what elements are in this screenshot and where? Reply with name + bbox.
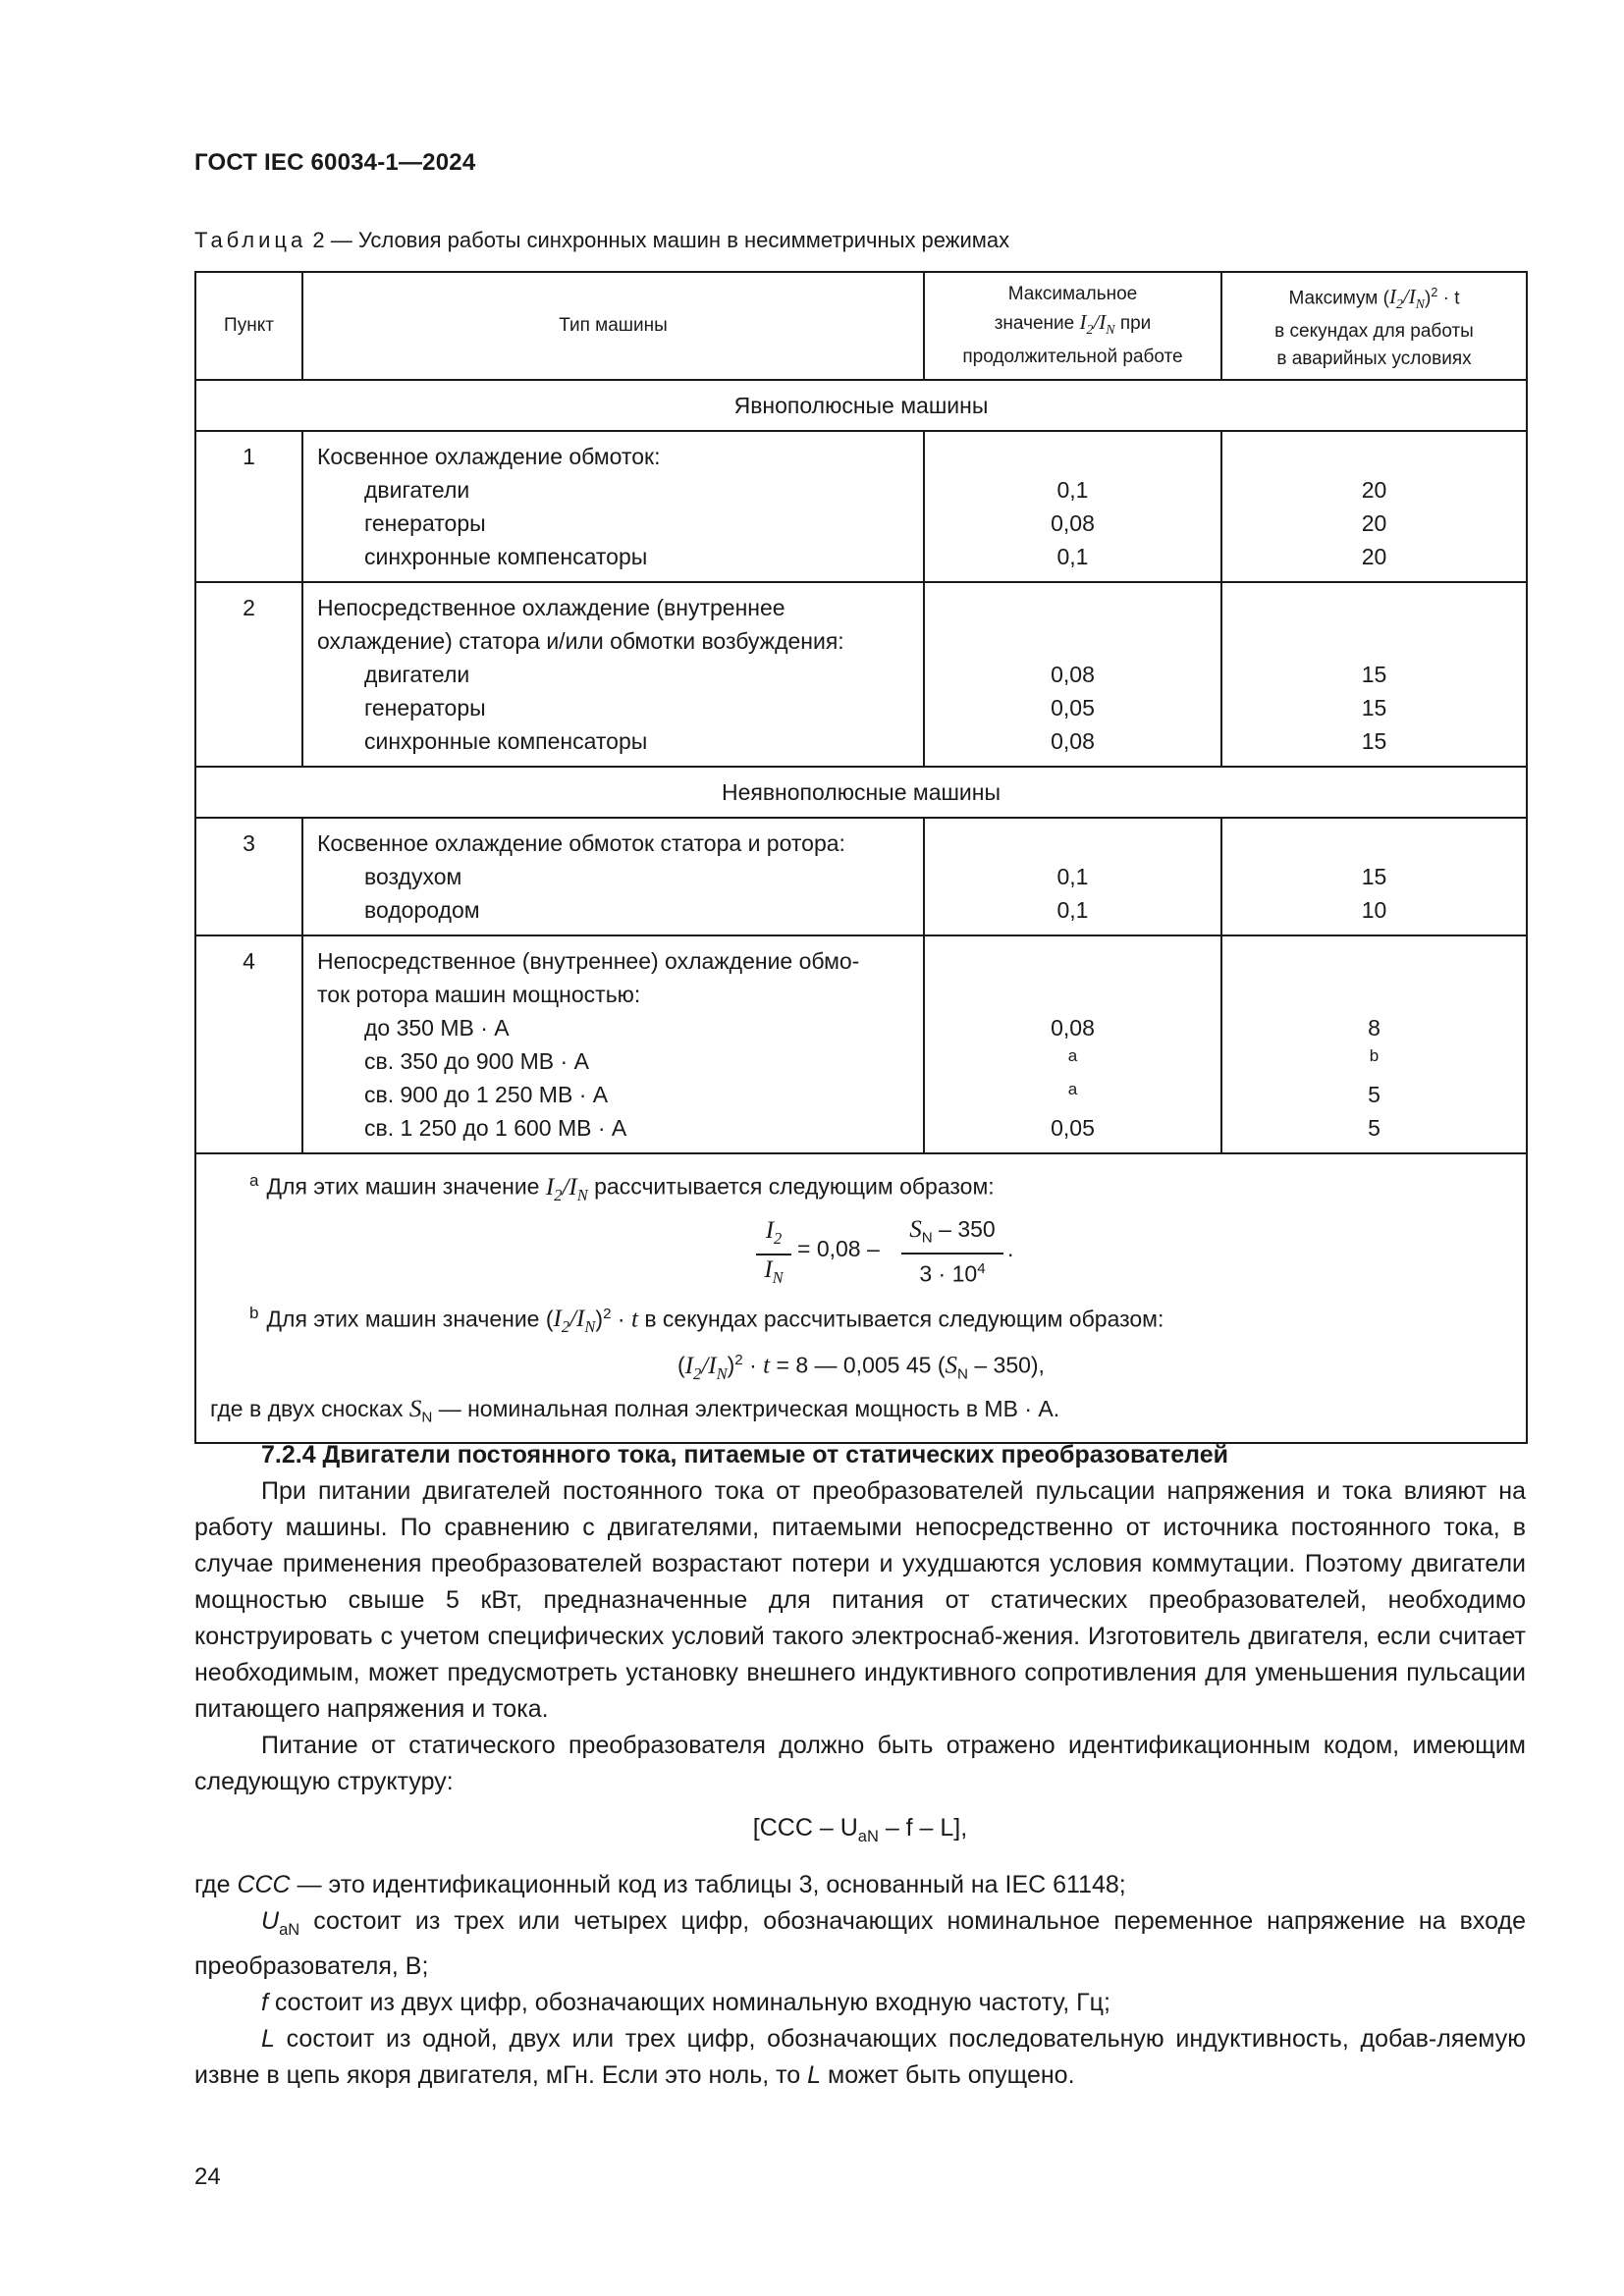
unbalanced-operation-table — [194, 271, 1528, 1444]
table-caption — [194, 228, 1009, 253]
row-time-values: 15 10 — [1221, 818, 1527, 935]
where-l: L состоит из одной, двух или трех цифр, обозначающих последовательную индуктивность, добав-ляемую извне в цепь якоря двигателя, мГн. Если это ноль, то L может быть опущено. — [194, 2025, 1526, 2089]
formula-a-eq: = 0,08 – — [797, 1235, 880, 1261]
section-row-salient — [195, 380, 1527, 431]
row-ratio-values: 0,1 0,08 0,1 — [924, 431, 1221, 582]
section-salient-label: Явнополюсные машины — [195, 380, 1527, 431]
section-nonsalient-label: Неявнополюсные машины — [195, 767, 1527, 818]
row-description: Косвенное охлаждение обмоток: двигатели генераторы синхронные компенсаторы — [302, 431, 924, 582]
row-time-values: 15 15 15 — [1221, 582, 1527, 767]
footnote-b: $^b$ Для этих машин значение $(I_2/I_N)^2 \cdot t$ в секундах рассчитывается следующим образом: — [249, 1303, 1164, 1337]
code-structure-formula: [$CCC - U_{aN}$ – f – L], — [752, 1814, 968, 1845]
header-item: Пункт — [195, 272, 302, 380]
table-row — [195, 582, 1527, 767]
row-number: 3 — [195, 818, 302, 935]
section-7-2-4 — [194, 1437, 1526, 2094]
section-heading: 7.2.4 Двигатели постоянного тока, питаемые от статических преобразователей — [261, 1441, 1228, 1468]
row-time-values: 20 20 20 — [1221, 431, 1527, 582]
formula-a: $\frac{I_2}{I_N}$ = 0,08 – $\frac{S_N - 350}{3 \cdot 10^4}$ . — [210, 1212, 1512, 1297]
table-caption-text: 2 — Условия работы синхронных машин в несимметричных режимах — [312, 228, 1010, 252]
row-ratio-values: 0,1 0,1 — [924, 818, 1221, 935]
row-number: 2 — [195, 582, 302, 767]
footnote-a: $^a$ Для этих машин значение $I_2/I_N$ рассчитывается следующим образом: — [249, 1171, 995, 1204]
footnote-ref-a: a — [1067, 1046, 1078, 1065]
where-f: f состоит из двух цифр, обозначающих номинальную входную частоту, Гц; — [261, 1989, 1110, 2016]
footnotes-row — [195, 1153, 1527, 1443]
paragraph-2: Питание от статического преобразователя должно быть отражено идентификационным кодом, имеющим следующую структуру: — [194, 1732, 1526, 1795]
row-ratio-values: 0,08 0,05 0,08 — [924, 582, 1221, 767]
row-description: Непосредственное (внутреннее) охлаждение обмо- ток ротора машин мощностью: до 350 МВ · А св. 350 до 900 МВ · А св. 900 до 1 250 МВ · А св. 1 250 до 1 600 МВ · А — [302, 935, 924, 1153]
table-row — [195, 431, 1527, 582]
row-number: 4 — [195, 935, 302, 1153]
formula-a-fraction: $\frac{S_N - 350}{3 \cdot 10^4}$ — [901, 1214, 1003, 1289]
table-footnotes — [195, 1153, 1527, 1443]
row-ratio-values: 0,08 $^a$ $^a$ 0,05 — [924, 935, 1221, 1153]
table-row — [195, 935, 1527, 1153]
section-row-nonsalient — [195, 767, 1527, 818]
where-uan: $U_{aN}$ состоит из трех или четырех цифр, обозначающих номинальное переменное напряжение на входе преобразователя, В; — [194, 1907, 1526, 1980]
row-number: 1 — [195, 431, 302, 582]
header-max-time: Максимум $(I_2/I_N)^2 \cdot t$ в секундах для работы в аварийных условиях — [1221, 272, 1527, 380]
document-code-header: ГОСТ IEC 60034-1—2024 — [194, 149, 476, 176]
row-description: Косвенное охлаждение обмоток статора и ротора: воздухом водородом — [302, 818, 924, 935]
table-row — [195, 818, 1527, 935]
page-number: 24 — [194, 2163, 221, 2190]
formula-b: $(I_2/I_N)^2 \cdot t = 8$ — 0,005 45 $(S_N - 350)$, — [677, 1352, 1045, 1383]
row-time-values: 8 $^b$ 5 5 — [1221, 935, 1527, 1153]
where-ccc: где CCC — это идентификационный код из таблицы 3, основанный на IEC 61148; — [194, 1871, 1126, 1898]
header-machine-type: Тип машины — [302, 272, 924, 380]
footnote-ref-b: b — [1369, 1046, 1380, 1065]
footnote-ref-a: a — [1067, 1080, 1078, 1098]
table-caption-label: Таблица — [194, 228, 307, 252]
footnote-where: где в двух сносках $S_N$ — номинальная полная электрическая мощность в МВ · А. — [210, 1395, 1060, 1426]
paragraph-1: При питании двигателей постоянного тока от преобразователей пульсации напряжения и тока влияют на работу машины. По сравнению с двигателями, питаемыми непосредственно от источника постоянного тока, в случае применения преобразователей возрастают потери и ухудшаются условия коммутации. Поэтому двигатели мощностью свыше 5 кВт, предназначенные для питания от статических преобразователей, необходимо конструировать с учетом специфических условий такого электроснаб-жения. Изготовитель двигателя, если считает необходимым, может предусмотреть установку внешнего индуктивного сопротивления для уменьшения пульсации питающего напряжения и тока. — [194, 1477, 1526, 1723]
header-max-ratio: Максимальное значение $I_2/I_N$ при продолжительной работе — [924, 272, 1221, 380]
table-header-row — [195, 272, 1527, 380]
row-description: Непосредственное охлаждение (внутреннее охлаждение) статора и/или обмотки возбуждения: двигатели генераторы синхронные компенсаторы — [302, 582, 924, 767]
formula-a-ratio: $\frac{I_2}{I_N}$ — [756, 1216, 791, 1293]
